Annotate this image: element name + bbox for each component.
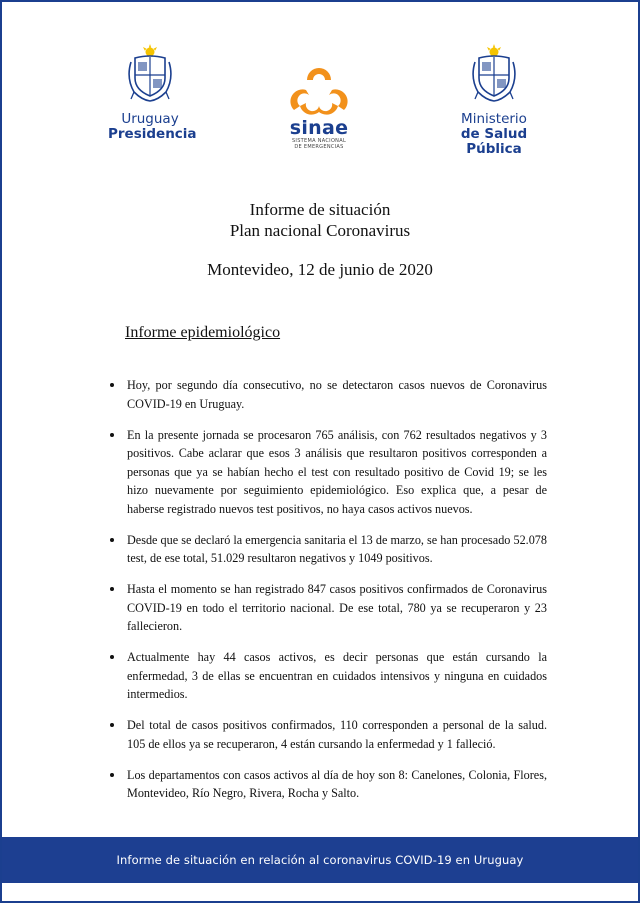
bullet-icon xyxy=(110,433,114,437)
list-item-text: Actualmente hay 44 casos activos, es decir personas que están cursando la enfermedad, 3 de ellas se encuentran en cuidados intensivos y ninguna en cuidados intermedios. xyxy=(127,650,547,701)
presidencia-logo-line1: Uruguay xyxy=(121,111,179,127)
list-item-text: Hoy, por segundo día consecutivo, no se detectaron casos nuevos de Coronavirus COVID-19 en Uruguay. xyxy=(127,378,547,411)
list-item xyxy=(127,648,547,704)
list-item-text: Los departamentos con casos activos al día de hoy son 8: Canelones, Colonia, Flores, Montevideo, Río Negro, Rivera, Rocha y Salto. xyxy=(127,767,547,800)
footer-banner: Informe de situación en relación al coronavirus COVID-19 en Uruguay xyxy=(2,837,638,883)
list-item xyxy=(127,716,547,753)
sinae-wordmark: sinae xyxy=(289,117,349,139)
bullet-icon xyxy=(110,538,114,542)
bullet-icon xyxy=(110,655,114,659)
sinae-subtitle-line2: DE EMERGENCIAS xyxy=(294,144,344,150)
list-item xyxy=(127,766,547,803)
document-subtitle: Plan nacional Coronavirus xyxy=(229,221,411,240)
sinae-logo xyxy=(276,54,362,150)
sinae-emblem-icon xyxy=(286,54,352,116)
bullet-icon xyxy=(110,587,114,591)
bullet-list xyxy=(127,376,547,815)
section-heading: Informe epidemiológico xyxy=(125,324,281,341)
msp-logo-line1: Ministerio xyxy=(461,111,527,127)
presidencia-logo-line2: Presidencia xyxy=(108,126,197,142)
list-item xyxy=(127,376,547,413)
header-logos xyxy=(0,38,640,168)
sinae-subtitle-line1: SISTEMA NACIONAL xyxy=(291,138,347,144)
coat-of-arms-icon xyxy=(122,44,178,106)
list-item-text: Desde que se declaró la emergencia sanitaria el 13 de marzo, se han procesado 52.078 test, de ese total, 51.029 resultaron negativos y 1049 positivos. xyxy=(127,532,547,565)
bullet-icon xyxy=(110,773,114,777)
list-item-text: Del total de casos positivos confirmados, 110 corresponden a personal de la salud. 105 de ellos ya se recuperaron, 4 están cursando la enfermedad y 1 falleció. xyxy=(127,718,547,751)
list-item-text: En la presente jornada se procesaron 765 análisis, con 762 resultados negativos y 3 positivos. Cabe aclarar que esos 3 análisis que resultaron positivos corresponden a personas que ya se habían hecho el test con resultado positivo de Covid 19; se les hizo nuevamente por seguimiento epidemiológico. Eso explica que, a pesar de haberse registrado nuevos test positivos, no haya casos activos nuevos. xyxy=(127,427,547,516)
list-item xyxy=(127,580,547,636)
list-item xyxy=(127,426,547,519)
bullet-icon xyxy=(110,723,114,727)
list-item-text: Hasta el momento se han registrado 847 casos positivos confirmados de Coronavirus COVID-19 en todo el territorio nacional. De ese total, 780 ya se recuperaron y 23 fallecieron. xyxy=(127,582,547,633)
presidencia-logo xyxy=(108,44,197,142)
msp-logo xyxy=(432,44,556,157)
msp-logo-line2: de Salud Pública xyxy=(460,126,528,157)
document-date: Montevideo, 12 de junio de 2020 xyxy=(207,260,433,279)
coat-of-arms-icon xyxy=(466,44,522,106)
document-title-block xyxy=(0,199,640,280)
document-title: Informe de situación xyxy=(249,200,391,219)
list-item xyxy=(127,531,547,568)
bullet-icon xyxy=(110,383,114,387)
